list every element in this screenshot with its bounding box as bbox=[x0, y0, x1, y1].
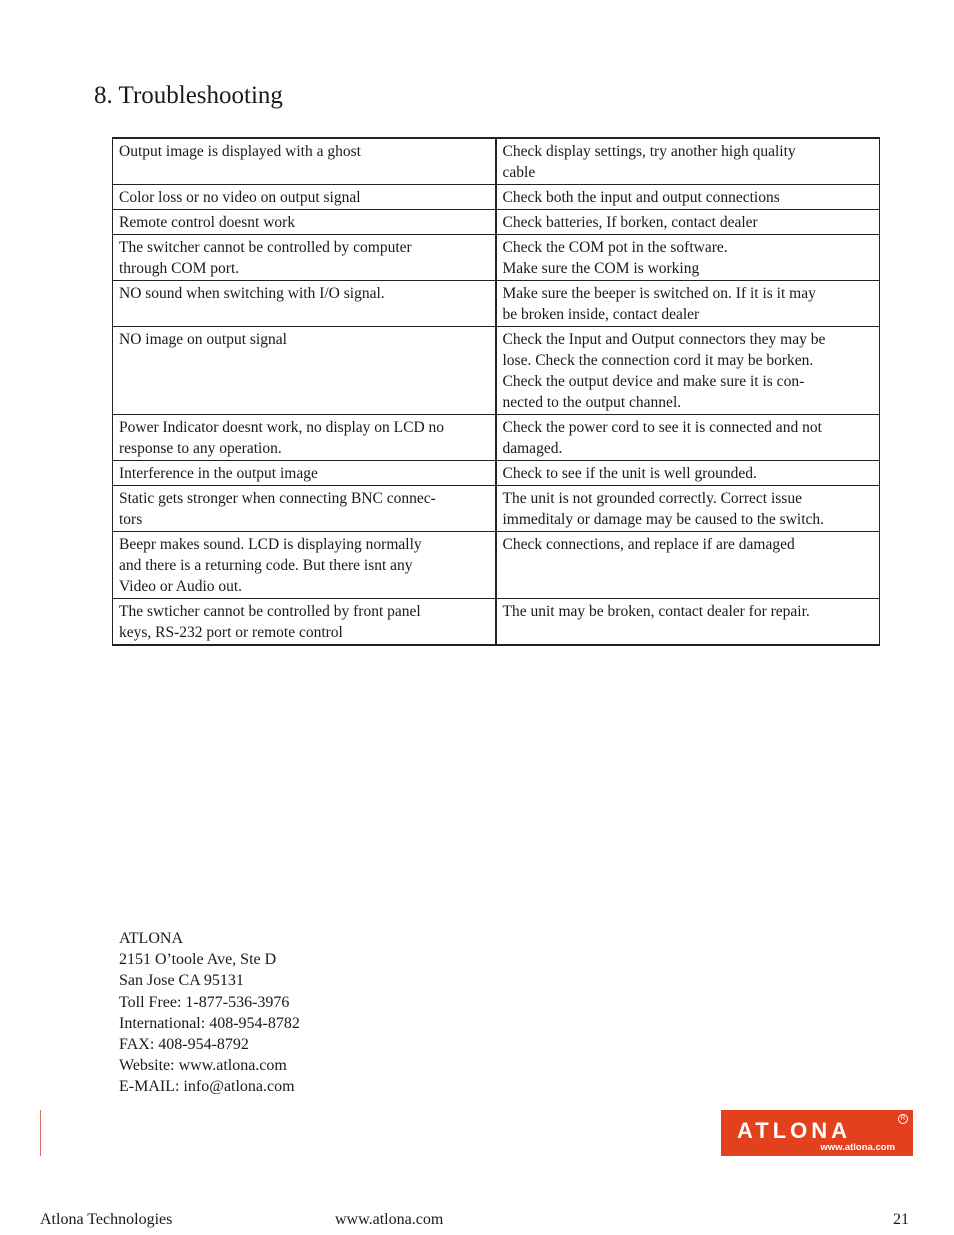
table-row bbox=[113, 281, 880, 327]
problem-text: and there is a returning code. But there isnt any bbox=[119, 557, 413, 574]
table-row bbox=[113, 185, 880, 210]
table-row bbox=[113, 599, 880, 646]
address-line: FAX: 408-954-8792 bbox=[119, 1036, 249, 1054]
problem-text: The swticher cannot be controlled by front panel bbox=[119, 603, 421, 620]
solution-text: The unit may be broken, contact dealer for repair. bbox=[502, 603, 810, 620]
solution-cell bbox=[496, 415, 880, 461]
table-row bbox=[113, 461, 880, 486]
page-number: 21 bbox=[893, 1211, 909, 1228]
address-line: 2151 O’toole Ave, Ste D bbox=[119, 951, 277, 969]
troubleshooting-table-body bbox=[113, 138, 880, 645]
solution-text: Check the power cord to see it is connected and not bbox=[502, 419, 822, 436]
table-row bbox=[113, 415, 880, 461]
solution-text: damaged. bbox=[502, 440, 563, 457]
solution-cell bbox=[496, 281, 880, 327]
problem-text: keys, RS-232 port or remote control bbox=[119, 624, 343, 641]
footer-website: www.atlona.com bbox=[335, 1211, 444, 1228]
problem-text: The switcher cannot be controlled by computer bbox=[119, 239, 412, 256]
solution-text: be broken inside, contact dealer bbox=[502, 306, 700, 323]
section-title: 8. Troubleshooting bbox=[94, 82, 283, 109]
table-row bbox=[113, 327, 880, 415]
solution-text: cable bbox=[502, 164, 536, 181]
solution-cell bbox=[496, 461, 880, 486]
problem-text: Remote control doesnt work bbox=[119, 214, 296, 231]
troubleshooting-table bbox=[112, 137, 880, 646]
footer-company: Atlona Technologies bbox=[40, 1211, 173, 1228]
contact-address bbox=[119, 928, 300, 1098]
solution-text: The unit is not grounded correctly. Correct issue bbox=[502, 490, 802, 507]
solution-cell bbox=[496, 486, 880, 532]
solution-text: Check batteries, If borken, contact dealer bbox=[502, 214, 758, 231]
solution-text: Check the Input and Output connectors they may be bbox=[502, 331, 826, 348]
solution-cell bbox=[496, 599, 880, 646]
problem-cell bbox=[113, 138, 496, 185]
problem-cell bbox=[113, 532, 496, 599]
problem-text: through COM port. bbox=[119, 260, 240, 277]
address-line: International: 408-954-8782 bbox=[119, 1014, 300, 1032]
problem-cell bbox=[113, 185, 496, 210]
problem-text: NO sound when switching with I/O signal. bbox=[119, 285, 385, 302]
margin-rule bbox=[40, 1110, 41, 1156]
problem-cell bbox=[113, 486, 496, 532]
solution-text: Make sure the COM is working bbox=[502, 260, 700, 277]
address-line: Toll Free: 1-877-536-3976 bbox=[119, 993, 290, 1011]
problem-cell bbox=[113, 415, 496, 461]
problem-text: response to any operation. bbox=[119, 440, 282, 457]
solution-text: Check both the input and output connections bbox=[502, 189, 780, 206]
solution-cell bbox=[496, 235, 880, 281]
problem-text: Power Indicator doesnt work, no display on LCD no bbox=[119, 419, 445, 436]
problem-cell bbox=[113, 327, 496, 415]
registered-mark-icon: R bbox=[898, 1114, 908, 1124]
problem-cell bbox=[113, 281, 496, 327]
solution-text: Check the COM pot in the software. bbox=[502, 239, 728, 256]
table-row bbox=[113, 235, 880, 281]
atlona-logo bbox=[721, 1110, 913, 1156]
table-row bbox=[113, 532, 880, 599]
solution-cell bbox=[496, 327, 880, 415]
problem-cell bbox=[113, 210, 496, 235]
logo-url: www.atlona.com bbox=[820, 1142, 895, 1153]
problem-text: Beepr makes sound. LCD is displaying normally bbox=[119, 536, 422, 553]
solution-text: Check to see if the unit is well grounded. bbox=[502, 465, 757, 482]
problem-text: tors bbox=[119, 511, 143, 528]
solution-cell bbox=[496, 532, 880, 599]
problem-text: Color loss or no video on output signal bbox=[119, 189, 361, 206]
table-row bbox=[113, 486, 880, 532]
problem-text: NO image on output signal bbox=[119, 331, 287, 348]
solution-text: Check connections, and replace if are damaged bbox=[502, 536, 795, 553]
table-row bbox=[113, 138, 880, 185]
solution-text: lose. Check the connection cord it may be borken. bbox=[502, 352, 814, 369]
solution-text: nected to the output channel. bbox=[502, 394, 682, 411]
problem-text: Video or Audio out. bbox=[119, 578, 243, 595]
solution-text: immeditaly or damage may be caused to the switch. bbox=[502, 511, 825, 528]
problem-text: Output image is displayed with a ghost bbox=[119, 143, 361, 160]
problem-text: Interference in the output image bbox=[119, 465, 318, 482]
address-line: E-MAIL: info@atlona.com bbox=[119, 1078, 295, 1096]
table-row bbox=[113, 210, 880, 235]
problem-cell bbox=[113, 235, 496, 281]
problem-text: Static gets stronger when connecting BNC connec- bbox=[119, 490, 436, 507]
address-line: Website: www.atlona.com bbox=[119, 1057, 287, 1075]
address-line: San Jose CA 95131 bbox=[119, 972, 244, 990]
address-line: ATLONA bbox=[119, 930, 183, 947]
solution-cell bbox=[496, 210, 880, 235]
logo-wordmark: ATLONA bbox=[737, 1118, 852, 1143]
problem-cell bbox=[113, 461, 496, 486]
solution-text: Check display settings, try another high quality bbox=[502, 143, 796, 160]
solution-text: Check the output device and make sure it is con- bbox=[502, 373, 805, 390]
solution-cell bbox=[496, 185, 880, 210]
solution-text: Make sure the beeper is switched on. If it is it may bbox=[502, 285, 816, 302]
solution-cell bbox=[496, 138, 880, 185]
problem-cell bbox=[113, 599, 496, 646]
